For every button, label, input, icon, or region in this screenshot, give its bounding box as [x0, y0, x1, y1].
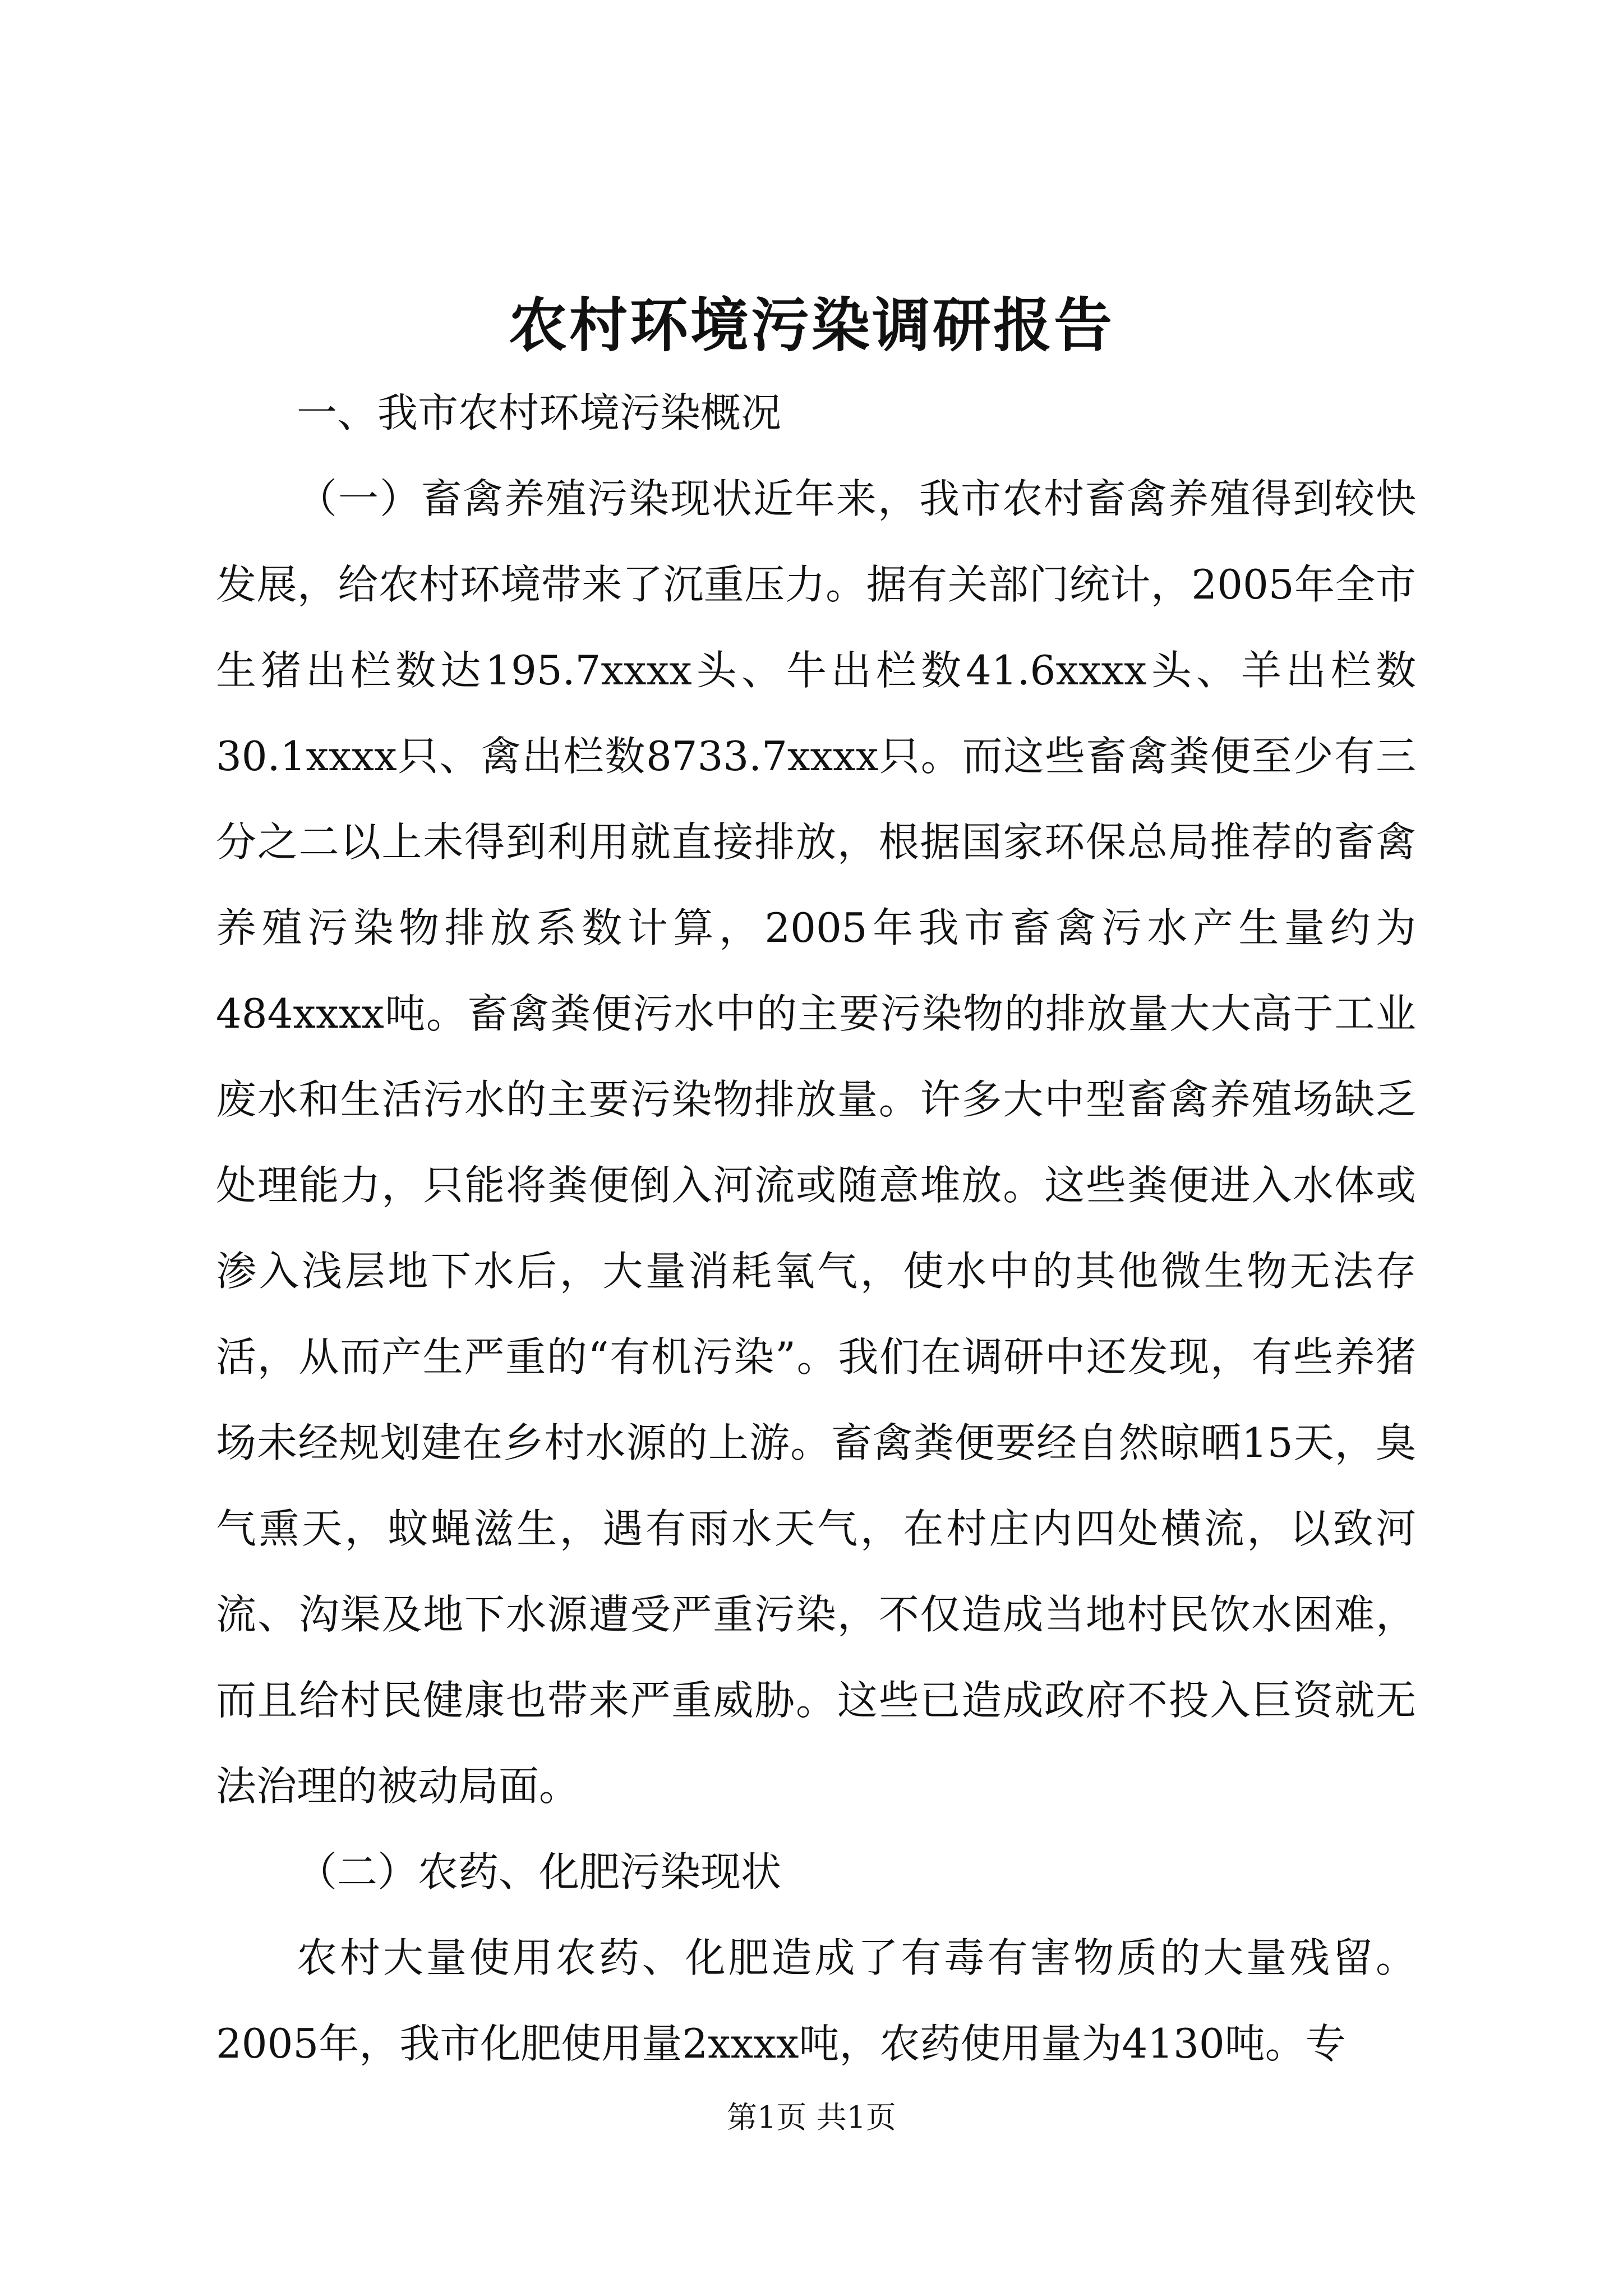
paragraph-livestock-pollution: （一）畜禽养殖污染现状近年来，我市农村畜禽养殖得到较快发展，给农村环境带来了沉重压力。据有关部门统计，2005年全市生猪出栏数达195.7xxxx头、牛出栏数41.6xxxx头、羊出栏数30.1xxxx只、禽出栏数8733.7xxxx只。而这些畜禽粪便至少有三分之二以上未得到利用就直接排放，根据国家环保总局推荐的畜禽养殖污染物排放系数计算，2005年我市畜禽污水产生量约为484xxxx吨。畜禽粪便污水中的主要污染物的排放量大大高于工业废水和生活污水的主要污染物排放量。许多大中型畜禽养殖场缺乏处理能力，只能将粪便倒入河流或随意堆放。这些粪便进入水体或渗入浅层地下水后，大量消耗氧气，使水中的其他微生物无法存活，从而产生严重的“有机污染”。我们在调研中还发现，有些养猪场未经规划建在乡村水源的上游。畜禽粪便要经自然晾晒15天，臭气熏天，蚊蝇滋生，遇有雨水天气，在村庄内四处横流，以致河流、沟渠及地下水源遭受严重污染，不仅造成当地村民饮水困难，而且给村民健康也带来严重威胁。这些已造成政府不投入巨资就无法治理的被动局面。	[216, 475, 1416, 1810]
page-number-footer: 第1页 共1页	[727, 2100, 896, 2135]
section-heading: 一、我市农村环境污染概况	[297, 389, 782, 436]
document-title: 农村环境污染调研报告	[508, 291, 1114, 360]
paragraph-pesticide-fertilizer: 农村大量使用农药、化肥造成了有毒有害物质的大量残留。2005年，我市化肥使用量2xxxx吨，农药使用量为4130吨。专	[216, 1934, 1416, 2067]
subheading-pesticide-fertilizer: （二）农药、化肥污染现状	[297, 1848, 782, 1895]
document-body	[216, 370, 1416, 2087]
